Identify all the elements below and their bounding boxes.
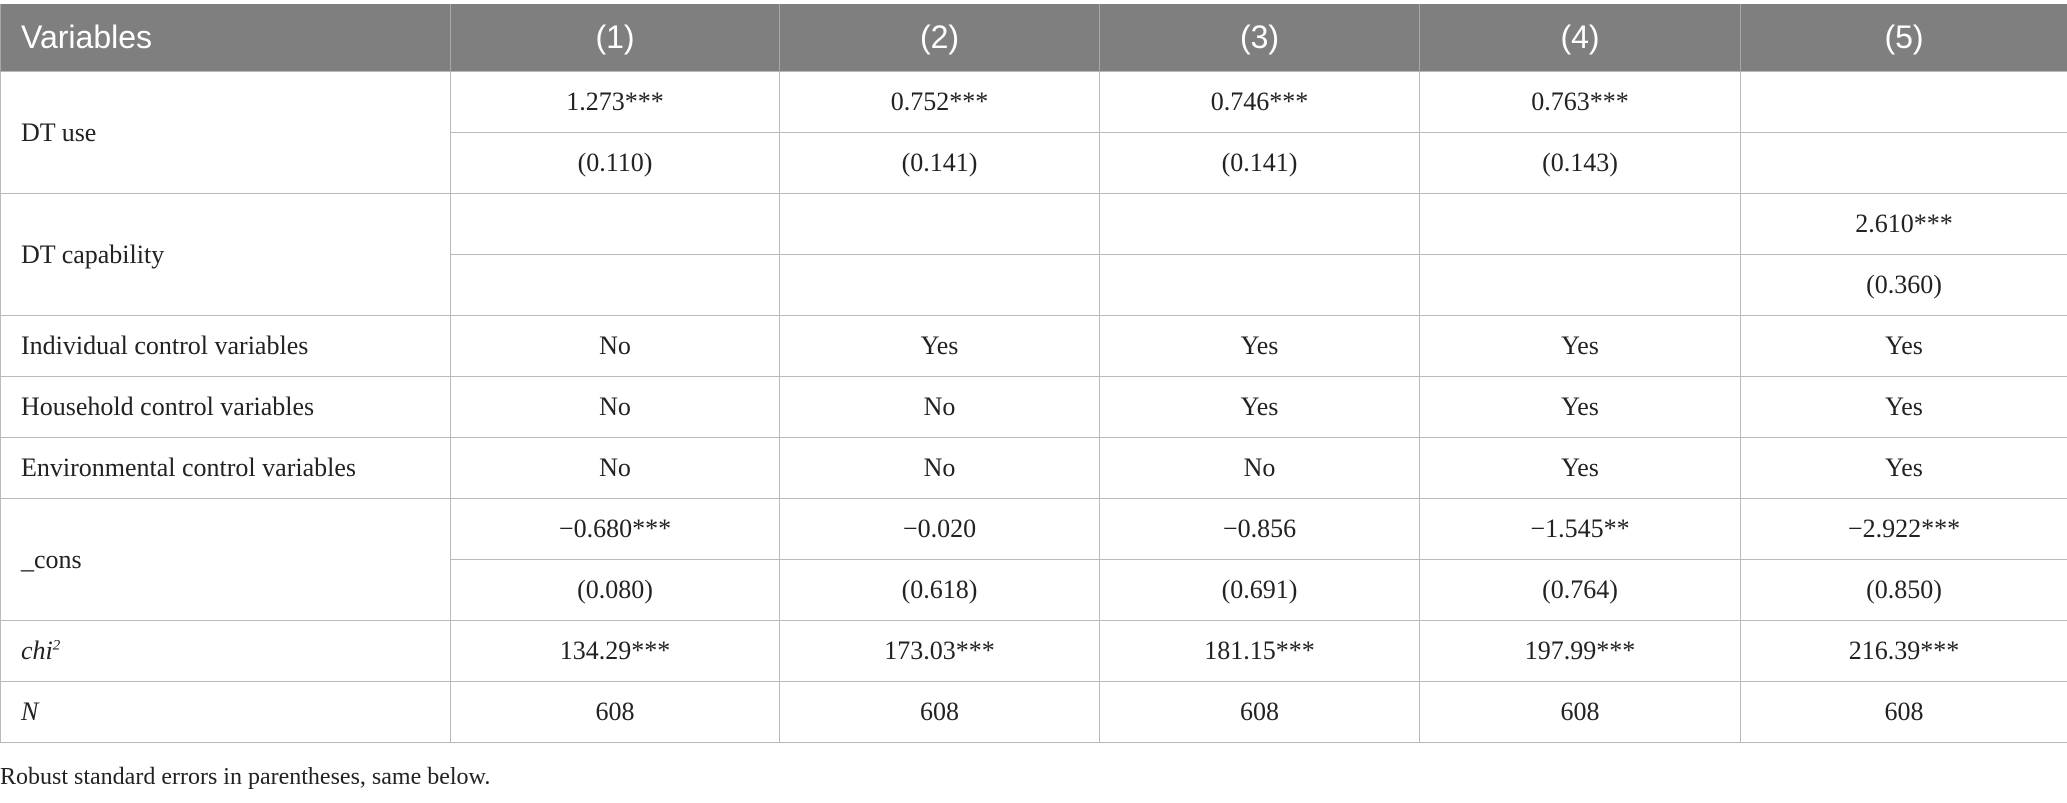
cell-value: 181.15***	[1100, 621, 1420, 682]
cell-coef: 0.746***	[1100, 72, 1420, 133]
cell-value: 608	[780, 682, 1100, 743]
row-label-chi2	[1, 621, 451, 682]
cell-se	[780, 255, 1100, 316]
cell-coef: 1.273***	[451, 72, 780, 133]
row-individual-controls	[1, 316, 2067, 377]
row-label-cons: _cons	[1, 499, 451, 621]
chi2-label-text: chi	[21, 636, 53, 665]
cell-se: (0.080)	[451, 560, 780, 621]
cell-value: No	[451, 316, 780, 377]
cell-se	[1741, 133, 2067, 194]
cell-value: Yes	[1420, 377, 1741, 438]
cell-se: (0.360)	[1741, 255, 2067, 316]
cell-value: Yes	[1100, 377, 1420, 438]
cell-value: 608	[1741, 682, 2067, 743]
header-variables: Variables	[1, 4, 451, 72]
cell-value: 216.39***	[1741, 621, 2067, 682]
row-environmental-controls	[1, 438, 2067, 499]
cell-value: 173.03***	[780, 621, 1100, 682]
regression-table-container	[0, 4, 2067, 743]
cell-value: Yes	[1420, 438, 1741, 499]
row-cons-coef	[1, 499, 2067, 560]
cell-value: No	[780, 438, 1100, 499]
header-col-1: (1)	[451, 4, 780, 72]
header-col-3: (3)	[1100, 4, 1420, 72]
cell-value: No	[451, 377, 780, 438]
row-label-n: N	[1, 682, 451, 743]
cell-value: 134.29***	[451, 621, 780, 682]
cell-se	[1420, 255, 1741, 316]
row-label-environmental: Environmental control variables	[1, 438, 451, 499]
cell-coef: 0.763***	[1420, 72, 1741, 133]
cell-value: No	[451, 438, 780, 499]
cell-coef	[1100, 194, 1420, 255]
cell-value: Yes	[1420, 316, 1741, 377]
cell-value: No	[780, 377, 1100, 438]
cell-coef: −0.856	[1100, 499, 1420, 560]
cell-value: 608	[1420, 682, 1741, 743]
cell-coef: 0.752***	[780, 72, 1100, 133]
row-label-household: Household control variables	[1, 377, 451, 438]
cell-value: Yes	[1100, 316, 1420, 377]
row-dt-use-coef	[1, 72, 2067, 133]
cell-value: Yes	[1741, 316, 2067, 377]
row-label-individual: Individual control variables	[1, 316, 451, 377]
cell-coef	[1741, 72, 2067, 133]
header-col-4: (4)	[1420, 4, 1741, 72]
cell-coef: −2.922***	[1741, 499, 2067, 560]
row-label-dt-capability: DT capability	[1, 194, 451, 316]
cell-value: No	[1100, 438, 1420, 499]
cell-se: (0.691)	[1100, 560, 1420, 621]
row-chi2	[1, 621, 2067, 682]
cell-coef: −1.545**	[1420, 499, 1741, 560]
cell-value: 608	[451, 682, 780, 743]
header-col-2: (2)	[780, 4, 1100, 72]
row-dt-capability-coef	[1, 194, 2067, 255]
cell-coef	[1420, 194, 1741, 255]
cell-value: Yes	[1741, 438, 2067, 499]
cell-se	[451, 255, 780, 316]
row-label-dt-use: DT use	[1, 72, 451, 194]
header-row	[1, 4, 2067, 72]
row-n	[1, 682, 2067, 743]
cell-se: (0.618)	[780, 560, 1100, 621]
cell-coef	[780, 194, 1100, 255]
cell-coef	[451, 194, 780, 255]
cell-se: (0.110)	[451, 133, 780, 194]
cell-value: 197.99***	[1420, 621, 1741, 682]
table-footnote: Robust standard errors in parentheses, same below.	[0, 764, 491, 790]
cell-coef: 2.610***	[1741, 194, 2067, 255]
cell-value: Yes	[1741, 377, 2067, 438]
header-col-5: (5)	[1741, 4, 2067, 72]
cell-se: (0.143)	[1420, 133, 1741, 194]
cell-se: (0.141)	[1100, 133, 1420, 194]
regression-table	[0, 4, 2067, 743]
cell-se: (0.850)	[1741, 560, 2067, 621]
cell-coef: −0.680***	[451, 499, 780, 560]
cell-value: 608	[1100, 682, 1420, 743]
cell-se: (0.764)	[1420, 560, 1741, 621]
cell-se	[1100, 255, 1420, 316]
cell-value: Yes	[780, 316, 1100, 377]
chi2-label-superscript: 2	[52, 637, 61, 654]
cell-coef: −0.020	[780, 499, 1100, 560]
cell-se: (0.141)	[780, 133, 1100, 194]
row-household-controls	[1, 377, 2067, 438]
